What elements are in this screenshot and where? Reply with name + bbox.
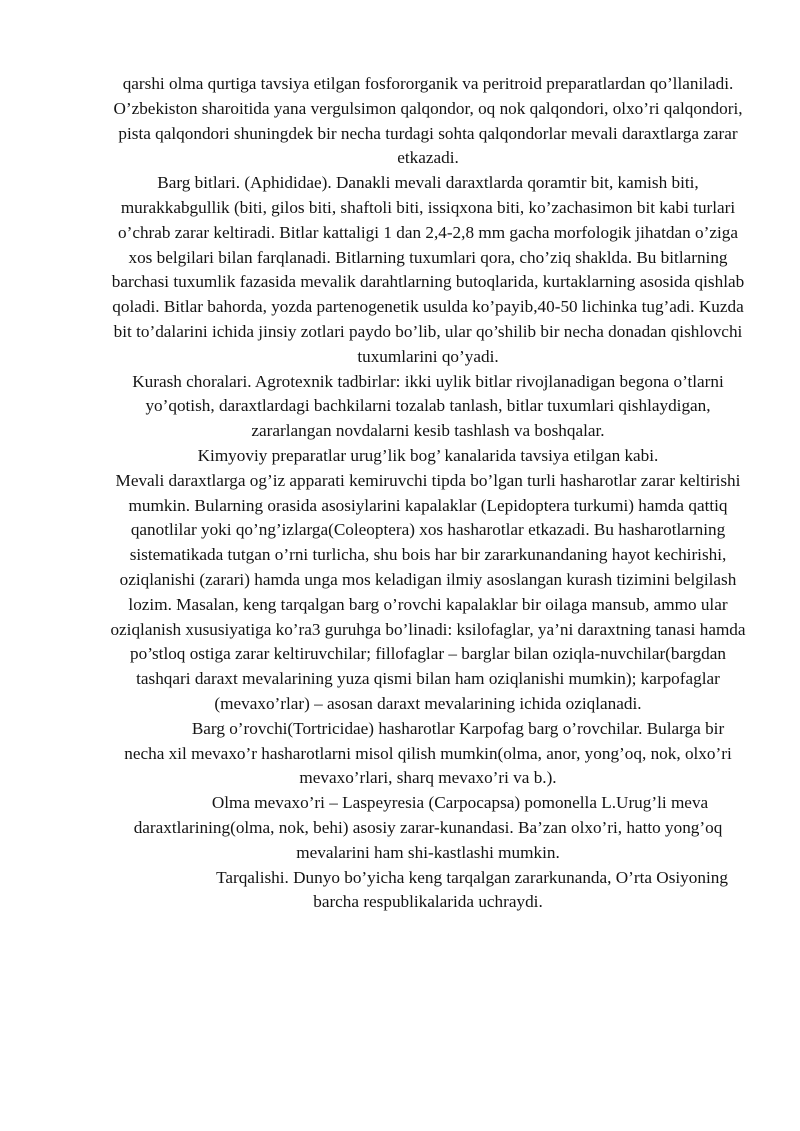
paragraph-scale-insects: O’zbekiston sharoitida yana vergulsimon qalqondor, oq nok qalqondori, olxo’ri qalqondori, pista qalqondori shuningdek bir necha turdagi sohta qalqondorlar mevali daraxtlarga zarar etkazadi. xyxy=(113,98,743,168)
paragraph-codling-moth: Olma mevaxo’ri – Laspeyresia (Carpocapsa) pomonella L.Urug’li meva daraxtlarining(olma, nok, behi) asosiy zarar-kunandasi. Ba’zan olxo’ri, hatto yong’oq mevalarini ham shi-kastlashi mumkin. xyxy=(133,793,723,862)
paragraph-pesticides: qarshi olma qurtiga tavsiya etilgan fosfororganik va peritroid preparatlardan qo’llaniladi. xyxy=(122,74,734,93)
paragraph-leaf-rollers: Barg o’rovchi(Tortricidae) hasharotlar Karpofag barg o’rovchilar. Bularga bir necha xil mevaxo’r hasharotlarni misol qilish mumkin(olma, anor, yong’oq, nok, olxo’ri mevaxo’rlari, sharq mevaxo’ri va b.). xyxy=(124,718,732,788)
paragraph-aphids: Barg bitlari. (Aphididae). Danakli mevali daraxtlarda qoramtir bit, kamish biti, murakkabgullik (biti, gilos biti, shaftoli biti, issiqxona biti, ko’zachasimon bit kabi turlari o’chrab zarar keltiradi. Bitlar kattaligi 1 dan 2,4-2,8 mm gacha morfologik jihatdan o’ziga xos belgilari bilan farqlanadi. Bitlarning tuxumlari qora, cho’ziq shaklda. Bu bitlarning barchasi tuxumlik fazasida mevalik darahtlarning butoqlarida, kurtaklarning asosida qishlab qoladi. Bitlar bahorda, yozda partenogenetik usulda ko’payib,40-50 lichinka tug’adi. Kuzda bit to’dalarini ichida jinsiy zotlari paydo bo’lib, ular qo’shilib bir necha donadan qishlovchi tuxumlarini qo’yadi. xyxy=(111,173,745,366)
paragraph-chewing-pests: Mevali daraxtlarga og’iz apparati kemiruvchi tipda bo’lgan turli hasharotlar zarar keltirishi mumkin. Bularning orasida asosiylarini kapalaklar (Lepidoptera turkumi) hamda qattiq qanotlilar yoki qo’ng’izlarga(Coleoptera) xos hasharotlar etkazadi. Bu hasharotlarning sistematikada tutgan o’rni turlicha, shu bois har bir zararkunandaning hayot kechirishi, oziqlanishi (zarari) hamda unga mos keladigan ilmiy asoslangan kurash tizimini belgilash lozim. Masalan, keng tarqalgan barg o’rovchi kapalaklar bir oilaga mansub, ammo ular oziqlanish xususiyatiga ko’ra3 guruhga bo’linadi: ksilofaglar, ya’ni daraxtning tanasi hamda po’stloq ostiga zarar keltiruvchilar; fillofaglar – barglar bilan oziqla-nuvchilar(bargdan tashqari daraxt mevalarining yuza qismi bilan ham oziqlanishi mumkin); karpofaglar (mevaxo’rlar) – asosan daraxt mevalarining ichida oziqlanadi. xyxy=(110,470,746,713)
paragraph-chemical-preparations: Kimyoviy preparatlar urug’lik bog’ kanalarida tavsiya etilgan kabi. xyxy=(197,445,659,465)
document-page xyxy=(110,72,746,915)
paragraph-control-measures: Kurash choralari. Agrotexnik tadbirlar: ikki uylik bitlar rivojlanadigan begona o’tlarni yo’qotish, daraxtlardagi bachkilarni tozalab tanlash, bitlar tuxumlari qishlaydigan, zararlangan novdalarni kesib tashlash va boshqalar. xyxy=(132,371,724,441)
paragraph-distribution: Tarqalishi. Dunyo bo’yicha keng tarqalgan zararkunanda, O’rta Osiyoning barcha respublikalarida uchraydi. xyxy=(216,867,728,912)
